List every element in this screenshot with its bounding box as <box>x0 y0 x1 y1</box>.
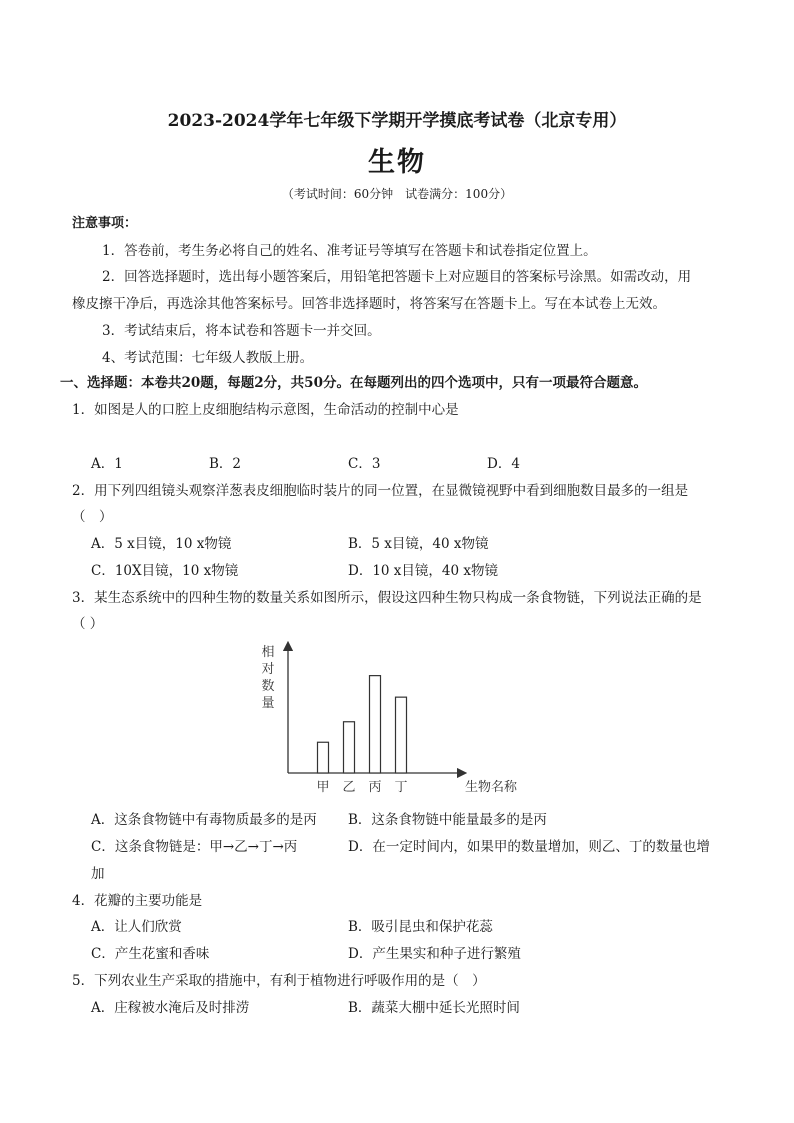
x-tick-label: 乙 <box>342 780 356 795</box>
q4-stem: 4．花瓣的主要功能是 <box>72 893 203 909</box>
section-heading: 一、选择题：本卷共20题，每题2分，共50分。在每题列出的四个选项中，只有一项最符合题意。 <box>60 375 647 391</box>
q2-option-b: B．5 x目镜，40 x物镜 <box>348 536 489 552</box>
q3-option-c: C．这条食物链是：甲→乙→丁→丙 <box>91 839 298 855</box>
y-axis-label-char: 数 <box>261 679 275 694</box>
q1-stem: 1．如图是人的口腔上皮细胞结构示意图，生命活动的控制中心是 <box>72 402 459 418</box>
notice-item-1: 1．答卷前，考生务必将自己的姓名、准考证号等填写在答题卡和试卷指定位置上。 <box>102 243 597 259</box>
q3-option-d-cont: 加 <box>91 866 105 882</box>
y-axis-label-char: 量 <box>261 696 275 711</box>
bar-2 <box>344 722 355 773</box>
q1-option-c: C．3 <box>348 456 381 472</box>
q3-stem-cont: （ ） <box>72 616 104 632</box>
x-tick-label: 丁 <box>394 780 408 795</box>
x-tick-label: 丙 <box>368 780 382 795</box>
x-axis-label: 生物名称 <box>465 780 518 795</box>
exam-info: （考试时间：60分钟 试卷满分：100分） <box>281 187 513 201</box>
q4-option-c: C．产生花蜜和香味 <box>91 946 210 962</box>
y-axis-label-char: 对 <box>261 662 275 677</box>
q3-option-a: A．这条食物链中有毒物质最多的是丙 <box>91 812 317 828</box>
q3-stem: 3．某生态系统中的四种生物的数量关系如图所示，假设这四种生物只构成一条食物链，下列说法正确的是 <box>72 590 702 606</box>
bar-1 <box>318 742 329 773</box>
notice-item-2-cont: 橡皮擦干净后，再选涂其他答案标号。回答非选择题时，将答案写在答题卡上。写在本试卷上无效。 <box>72 296 666 312</box>
population-bar-chart <box>250 640 540 800</box>
q4-option-b: B．吸引昆虫和保护花蕊 <box>348 919 493 935</box>
q4-option-d: D．产生果实和种子进行繁殖 <box>348 946 521 962</box>
q1-option-b: B．2 <box>209 456 242 472</box>
y-axis-label <box>261 644 274 711</box>
q4-option-a: A．让人们欣赏 <box>91 919 182 935</box>
q2-stem: 2．用下列四组镜头观察洋葱表皮细胞临时装片的同一位置，在显微镜视野中看到细胞数目最多的一组是 <box>72 483 689 499</box>
q5-option-b: B．蔬菜大棚中延长光照时间 <box>348 1000 520 1016</box>
q2-stem-cont: （ ） <box>72 509 113 525</box>
y-axis-label-char: 相 <box>261 645 275 660</box>
q3-option-d: D．在一定时间内，如果甲的数量增加，则乙、丁的数量也增 <box>348 839 710 855</box>
q1-option-d: D．4 <box>487 456 520 472</box>
notice-item-2: 2．回答选择题时，选出每小题答案后，用铅笔把答题卡上对应题目的答案标号涂黑。如需改动，用 <box>102 269 692 285</box>
q1-option-a: A．1 <box>91 456 123 472</box>
exam-title: 2023-2024学年七年级下学期开学摸底考试卷（北京专用） <box>167 111 627 131</box>
subject-title: 生物 <box>368 147 426 178</box>
bar-3 <box>370 676 381 773</box>
q3-option-b: B．这条食物链中能量最多的是丙 <box>348 812 547 828</box>
notice-item-4: 4、考试范围：七年级人教版上册。 <box>102 350 314 366</box>
q2-option-a: A．5 x目镜，10 x物镜 <box>91 536 232 552</box>
notice-item-3: 3．考试结束后，将本试卷和答题卡一并交回。 <box>102 323 381 339</box>
x-tick-label: 甲 <box>316 780 330 795</box>
q5-stem: 5．下列农业生产采取的措施中，有利于植物进行呼吸作用的是（ ） <box>72 973 486 989</box>
q2-option-d: D．10 x目镜，40 x物镜 <box>348 563 498 579</box>
q2-option-c: C．10X目镜，10 x物镜 <box>91 563 239 579</box>
notice-heading: 注意事项： <box>72 216 138 231</box>
bar-4 <box>396 697 407 773</box>
q5-option-a: A．庄稼被水淹后及时排涝 <box>91 1000 250 1016</box>
